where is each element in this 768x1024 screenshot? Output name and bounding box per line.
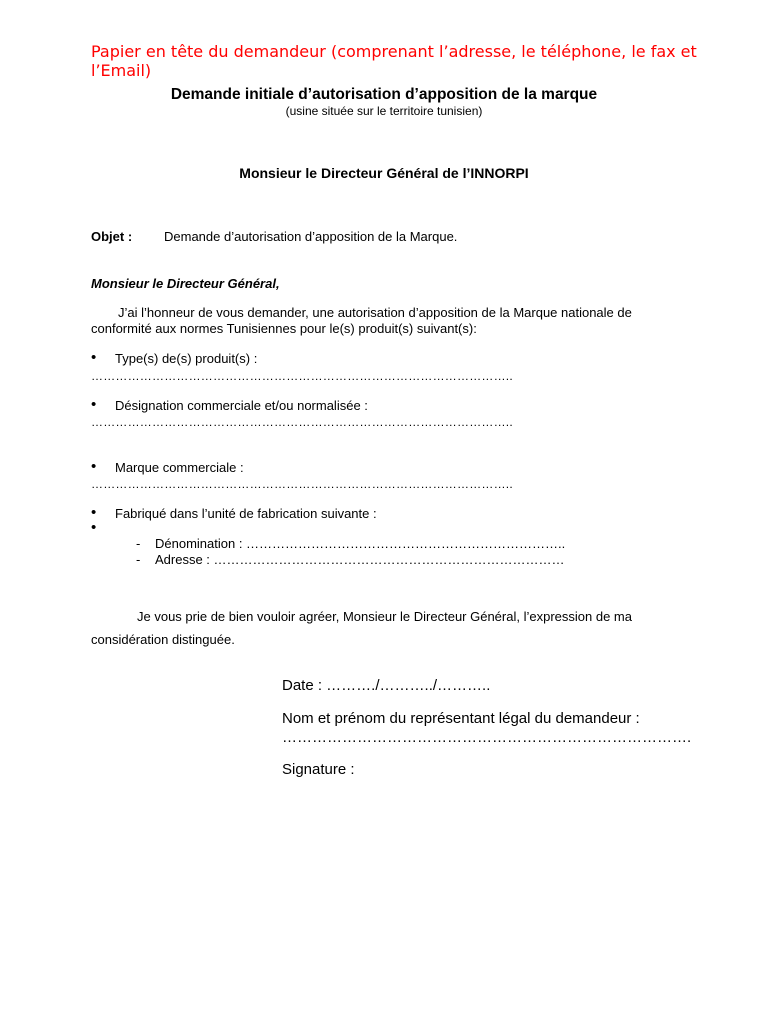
document-title: Demande initiale d’autorisation d’apposition de la marque <box>170 86 598 103</box>
bullet-icon: • <box>91 349 97 366</box>
document-subtitle: (usine située sur le territoire tunisien) <box>285 104 483 118</box>
bullet-icon: • <box>91 519 97 536</box>
signature-label: Signature : <box>282 761 355 778</box>
closing-paragraph <box>91 605 691 651</box>
item-type-label: Type(s) de(s) produit(s) : <box>115 351 258 366</box>
closing-paragraph-text: Je vous prie de bien vouloir agréer, Monsieur le Directeur Général, l’expression de ma considération distinguée. <box>91 609 632 647</box>
letterhead-placeholder: Papier en tête du demandeur (comprenant l’adresse, le téléphone, le fax et l’Email) <box>91 42 697 80</box>
item-fabrique-label: Fabriqué dans l’unité de fabrication suivante : <box>115 506 377 521</box>
dash-marker: - <box>136 552 141 567</box>
bullet-icon: • <box>91 396 97 413</box>
dash-marker: - <box>136 536 141 551</box>
objet-label: Objet : <box>91 229 133 244</box>
objet-text: Demande d’autorisation d’apposition de la Marque. <box>164 229 458 244</box>
item-designation-label: Désignation commerciale et/ou normalisée : <box>115 398 368 413</box>
representative-name-label: Nom et prénom du représentant légal du demandeur : <box>282 710 640 727</box>
sub-item-denomination: Dénomination : ……………………………………………………………….. <box>155 536 566 551</box>
intro-paragraph <box>91 305 681 337</box>
date-line: Date : ………./………../……….. <box>282 677 491 694</box>
intro-paragraph-text: J’ai l’honneur de vous demander, une autorisation d’apposition de la Marque nationale de conformité aux normes Tunisiennes pour le(s) produit(s) suivant(s): <box>91 305 632 336</box>
addressee: Monsieur le Directeur Général de l’INNORPI <box>239 165 529 181</box>
representative-name-fill-line: ………………………………………………………………………. <box>282 729 692 746</box>
sub-item-adresse: Adresse : ……………………………………………………………………… <box>155 552 565 567</box>
salutation: Monsieur le Directeur Général, <box>91 276 280 291</box>
bullet-icon: • <box>91 458 97 475</box>
bullet-icon: • <box>91 504 97 521</box>
item-marque-fill-line: ………………………………………………………………………………………….. <box>91 477 513 491</box>
item-type-fill-line: ………………………………………………………………………………………….. <box>91 369 513 383</box>
item-marque-label: Marque commerciale : <box>115 460 244 475</box>
item-designation-fill-line: ………………………………………………………………………………………….. <box>91 415 513 429</box>
